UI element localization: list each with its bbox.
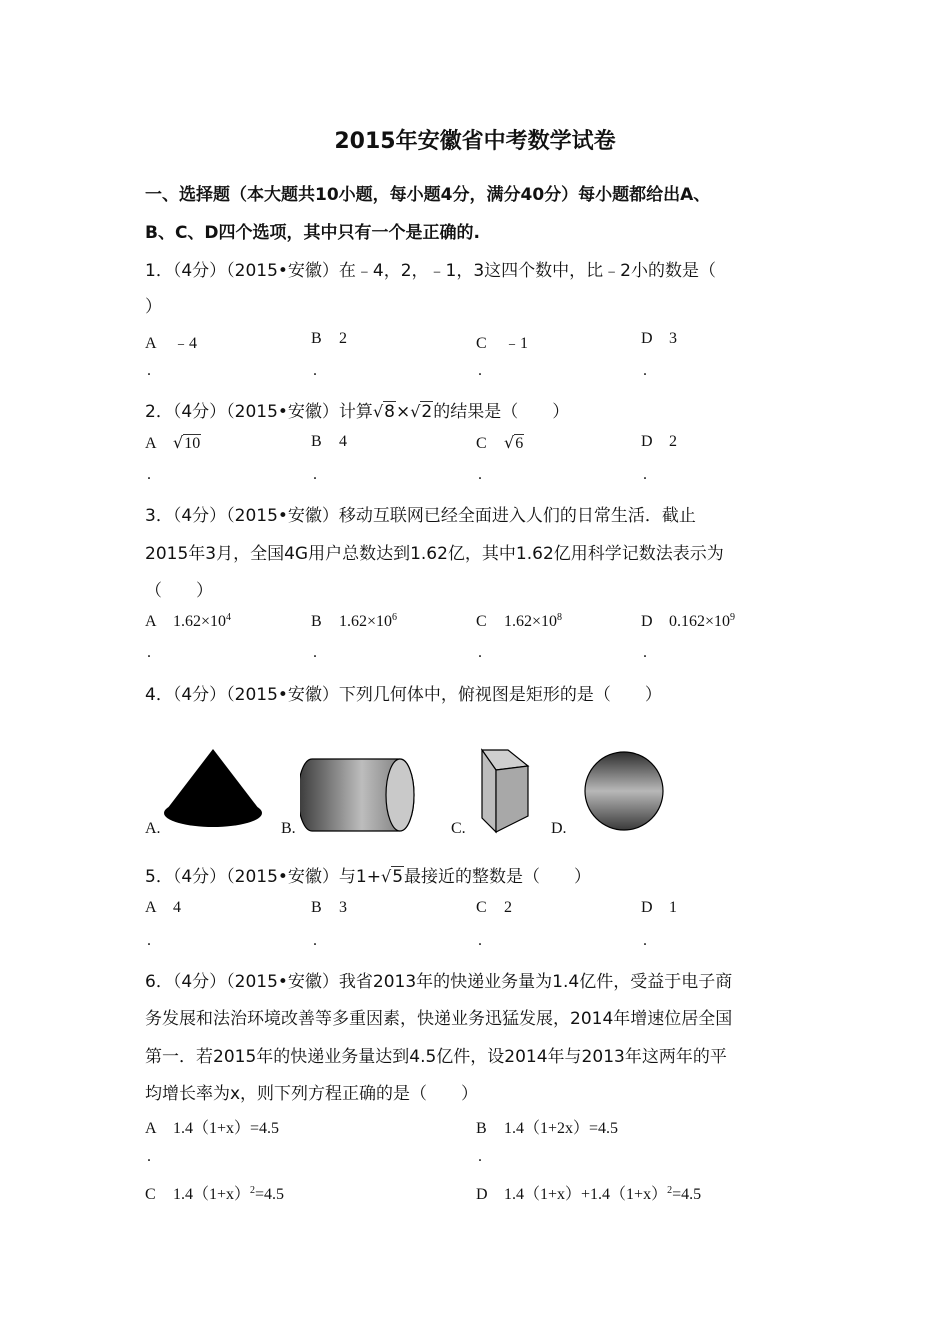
option-dot: . (643, 466, 647, 483)
q1-option-b[interactable]: B 2 (311, 330, 347, 347)
option-dot: . (147, 932, 151, 949)
option-dot: . (147, 466, 151, 483)
option-dot: . (478, 644, 482, 661)
option-dot: . (147, 1148, 151, 1165)
q3-option-b[interactable]: B $1.62\times 10^6$ (311, 612, 398, 630)
q3-option-c[interactable]: C $1.62\times 10^8$ (476, 612, 563, 630)
option-dot: . (478, 932, 482, 949)
q3-stem-line2: 2015年3月，全国4G用户总数达到1.62亿，其中1.62亿用科学记数法表示为 (145, 544, 724, 564)
option-dot: . (313, 932, 317, 949)
section-heading-line1: 一、选择题（本大题共10小题，每小题4分，满分40分）每小题都给出A、 (145, 185, 711, 205)
option-dot: . (478, 362, 482, 379)
q6-option-c[interactable]: C $1.4(1+x)^2=4.5$ (145, 1185, 285, 1203)
q1-stem-line1: 1．（4分）（2015•安徽）在﹣4，2，﹣1，3这四个数中，比﹣2小的数是（ (145, 261, 717, 281)
sqrt-icon: √ (380, 867, 392, 886)
q6-stem-line3: 第一．若2015年的快递业务量达到4.5亿件，设2014年与2013年这两年的平 (145, 1047, 727, 1067)
sqrt-icon: √ (504, 433, 515, 452)
q6-option-d[interactable]: D $1.4(1+x)+1.4(1+x)^2=4.5$ (476, 1185, 702, 1203)
q6-option-a[interactable]: A 1.4（1+x）=4.5 (145, 1120, 280, 1137)
q3-stem-line3: （ ） (145, 581, 213, 601)
option-dot: . (147, 362, 151, 379)
sqrt-icon: √ (173, 433, 184, 452)
q6-stem-line1: 6．（4分）（2015•安徽）我省2013年的快递业务量为1.4亿件，受益于电子商 (145, 972, 733, 992)
q5-option-b[interactable]: B 3 (311, 899, 347, 916)
q5-option-a[interactable]: A 4 (145, 899, 181, 916)
q2-stem: 2．（4分）（2015•安徽）计算√8×√2的结果是（ ） (145, 402, 570, 422)
sphere-figure[interactable] (582, 749, 666, 833)
q3-option-a[interactable]: A $1.62\times 10^4$ (145, 612, 232, 630)
prism-figure[interactable] (476, 746, 532, 836)
cylinder-figure[interactable] (300, 755, 422, 835)
q5-stem: 5．（4分）（2015•安徽）与1+√5最接近的整数是（ ） (145, 867, 592, 887)
q2-option-c[interactable]: C √6 (476, 433, 524, 452)
sqrt-icon: √ (372, 402, 384, 421)
q5-option-c[interactable]: C 2 (476, 899, 512, 916)
q4-option-a-label[interactable]: A. (145, 820, 161, 837)
q5-option-d[interactable]: D 1 (641, 899, 677, 916)
option-dot: . (478, 466, 482, 483)
sqrt-icon: √ (410, 402, 421, 421)
q2-option-a[interactable]: A √10 (145, 433, 201, 452)
option-dot: . (313, 644, 317, 661)
cone-figure[interactable] (158, 745, 268, 835)
option-dot: . (313, 362, 317, 379)
q4-stem: 4．（4分）（2015•安徽）下列几何体中，俯视图是矩形的是（ ） (145, 685, 662, 705)
q3-stem-line1: 3．（4分）（2015•安徽）移动互联网已经全面进入人们的日常生活．截止 (145, 506, 696, 526)
q1-option-d[interactable]: D 3 (641, 330, 677, 347)
page-title: 2015年安徽省中考数学试卷 (334, 129, 616, 154)
q1-option-a[interactable]: A ﹣4 (145, 335, 198, 352)
option-dot: . (643, 932, 647, 949)
q2-option-b[interactable]: B 4 (311, 433, 347, 450)
section-heading-line2: B、C、D四个选项，其中只有一个是正确的. (145, 223, 481, 243)
option-dot: . (478, 1148, 482, 1165)
option-dot: . (643, 644, 647, 661)
q1-stem-line2: ） (145, 297, 162, 317)
q3-option-d[interactable]: D $0.162\times 10^9$ (641, 612, 736, 630)
q6-option-b[interactable]: B 1.4（1+2x）=4.5 (476, 1120, 619, 1137)
q1-option-c[interactable]: C ﹣1 (476, 335, 529, 352)
q4-option-c-label[interactable]: C. (451, 820, 466, 837)
option-dot: . (313, 466, 317, 483)
q2-option-d[interactable]: D 2 (641, 433, 677, 450)
q4-option-b-label[interactable]: B. (281, 820, 296, 837)
q6-stem-line2: 务发展和法治环境改善等多重因素，快递业务迅猛发展，2014年增速位居全国 (145, 1009, 733, 1029)
option-dot: . (643, 362, 647, 379)
q6-stem-line4: 均增长率为x，则下列方程正确的是（ ） (145, 1084, 479, 1104)
option-dot: . (147, 644, 151, 661)
q4-option-d-label[interactable]: D. (551, 820, 567, 837)
